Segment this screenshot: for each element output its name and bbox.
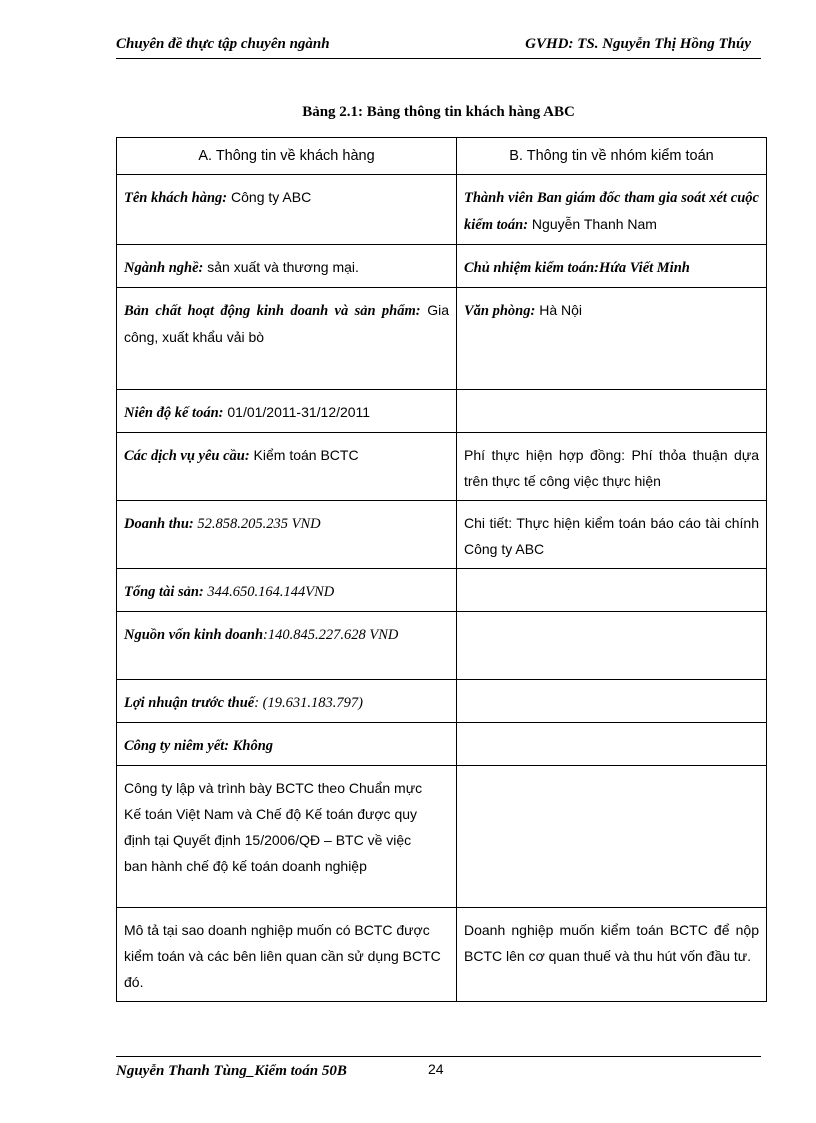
field-label: Niên độ kế toán: — [124, 405, 224, 421]
cell-details: Chi tiết: Thực hiện kiểm toán báo cáo tài chính Công ty ABC — [457, 501, 767, 569]
cell-business-nature — [117, 288, 457, 390]
field-value: Công ty ABC — [227, 189, 312, 205]
field-label: Ngành nghề: — [124, 260, 204, 276]
cell-empty — [457, 569, 767, 612]
column-a-header: A. Thông tin về khách hàng — [117, 138, 457, 175]
table-header-row — [117, 138, 767, 175]
table-row — [117, 766, 767, 908]
table-row — [117, 390, 767, 433]
field-value: Hà Nội — [535, 302, 583, 318]
cell-business-capital — [117, 612, 457, 680]
page-header — [116, 36, 761, 59]
cell-pretax-profit — [117, 680, 457, 723]
table-row — [117, 723, 767, 766]
field-label: Các dịch vụ yêu cầu: — [124, 448, 250, 464]
field-value: Kiểm toán BCTC — [249, 447, 359, 463]
field-value: : (19.631.183.797) — [254, 695, 363, 711]
field-value: 01/01/2011-31/12/2011 — [223, 404, 371, 420]
cell-accounting-standards: Công ty lập và trình bày BCTC theo Chuẩn mực Kế toán Việt Nam và Chế độ Kế toán được quy định tại Quyết định 15/2006/QĐ – BTC về việc ban hành chế độ kế toán doanh nghiệp — [117, 766, 457, 908]
field-value: Nguyễn Thanh Nam — [528, 216, 657, 232]
cell-services — [117, 433, 457, 501]
field-label: Văn phòng: — [464, 303, 536, 319]
column-b-header: B. Thông tin về nhóm kiểm toán — [457, 138, 767, 175]
table-row — [117, 245, 767, 288]
field-value: 52.858.205.235 VND — [193, 516, 321, 532]
table-row — [117, 175, 767, 245]
field-value: 344.650.164.144VND — [203, 584, 335, 600]
field-value: sản xuất và thương mại. — [203, 259, 359, 275]
field-label: Tổng tài sản: — [124, 584, 204, 600]
cell-total-assets — [117, 569, 457, 612]
table-row — [117, 612, 767, 680]
field-label: Thành viên Ban giám đốc tham gia soát xét cuộc kiểm toán: — [464, 190, 759, 233]
footer-author: Nguyễn Thanh Tùng_Kiểm toán 50B — [116, 1063, 347, 1079]
cell-audit-manager — [457, 245, 767, 288]
cell-audit-purpose: Doanh nghiệp muốn kiểm toán BCTC để nộp BCTC lên cơ quan thuế và thu hút vốn đầu tư. — [457, 908, 767, 1002]
cell-industry — [117, 245, 457, 288]
page-number: 24 — [428, 1061, 444, 1077]
cell-empty — [457, 723, 767, 766]
field-value: Gia công, xuất khẩu vải bò — [124, 302, 449, 345]
field-label: Chủ nhiệm kiểm toán:Hứa Viết Minh — [464, 260, 690, 276]
field-label: Tên khách hàng: — [124, 190, 228, 206]
cell-revenue — [117, 501, 457, 569]
cell-fee: Phí thực hiện hợp đồng: Phí thỏa thuận dựa trên thực tế công việc thực hiện — [457, 433, 767, 501]
field-label: Doanh thu: — [124, 516, 194, 532]
field-value: :140.845.227.628 VND — [263, 627, 399, 643]
cell-audit-reason: Mô tả tại sao doanh nghiệp muốn có BCTC được kiểm toán và các bên liên quan cần sử dụng BCTC đó. — [117, 908, 457, 1002]
table-row — [117, 288, 767, 390]
page-footer — [116, 1056, 761, 1079]
cell-empty — [457, 766, 767, 908]
cell-empty — [457, 680, 767, 723]
field-label: Lợi nhuận trước thuế — [124, 695, 255, 711]
cell-customer-name — [117, 175, 457, 245]
table-caption: Bảng 2.1: Bảng thông tin khách hàng ABC — [302, 104, 575, 120]
cell-empty — [457, 390, 767, 433]
table-row — [117, 501, 767, 569]
cell-fiscal-year — [117, 390, 457, 433]
table-row — [117, 680, 767, 723]
table-row — [117, 908, 767, 1002]
header-left: Chuyên đề thực tập chuyên ngành — [116, 36, 330, 52]
field-label: Bản chất hoạt động kinh doanh và sản phẩm: — [124, 303, 421, 319]
table-row — [117, 433, 767, 501]
cell-office — [457, 288, 767, 390]
cell-empty — [457, 612, 767, 680]
field-label: Nguồn vốn kinh doanh — [124, 627, 264, 643]
table-row — [117, 569, 767, 612]
customer-info-table — [116, 137, 767, 1002]
field-label: Công ty niêm yết: Không — [124, 738, 274, 754]
header-right: GVHD: TS. Nguyễn Thị Hồng Thúy — [525, 36, 751, 52]
cell-board-member — [457, 175, 767, 245]
cell-listed — [117, 723, 457, 766]
